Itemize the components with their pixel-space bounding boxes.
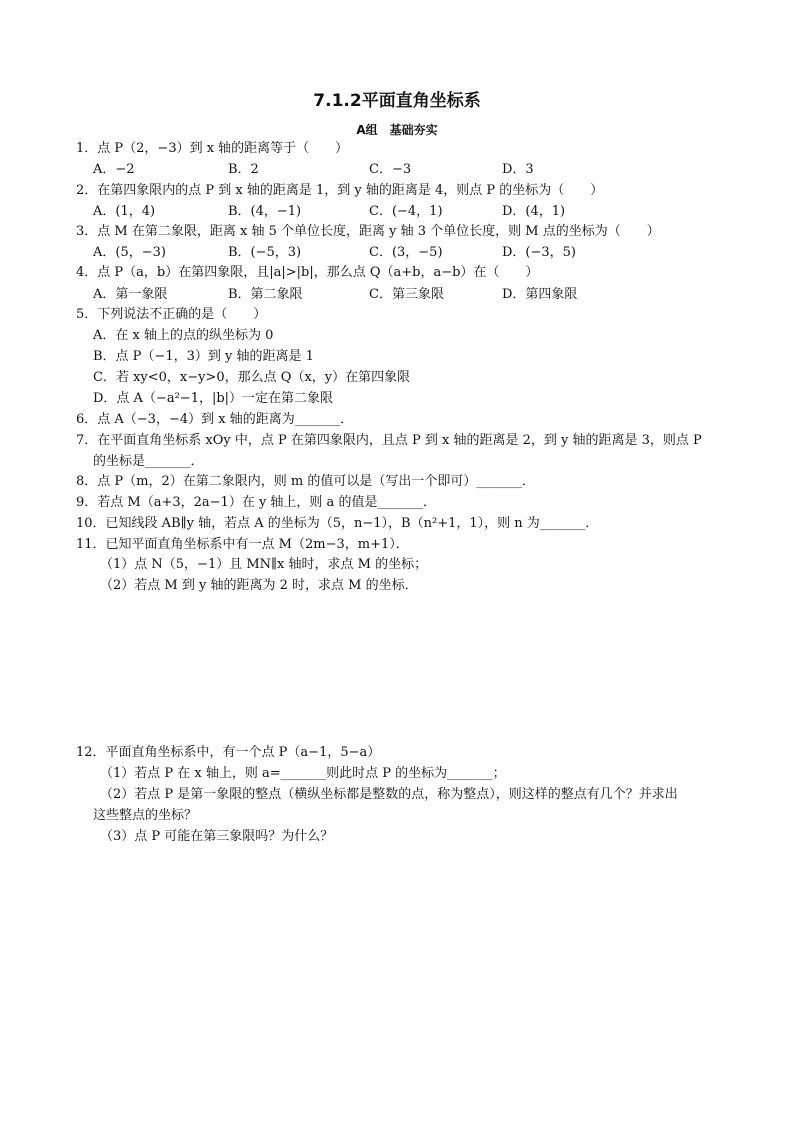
q12-part-2-continuation: 这些整点的坐标？ (93, 808, 198, 823)
q11-part-1: （1）点 N（5，−1）且 MN∥x 轴时，求点 M 的坐标； (100, 557, 428, 572)
q3-option-d: D．(−3，5) (502, 245, 577, 260)
q1-option-a: A．−2 (93, 162, 135, 177)
section-subtitle: A组 基础夯实 (356, 123, 438, 137)
q3-option-a: A．(5，−3) (93, 245, 166, 260)
question-5: 5．下列说法不正确的是（ ） (76, 307, 267, 322)
question-12: 12．平面直角坐标系中，有一个点 P（a−1，5−a） (76, 745, 381, 760)
q2-option-d: D．(4，1) (502, 204, 566, 219)
question-9: 9．若点 M（a+3，2a−1）在 y 轴上，则 a 的值是_______． (76, 495, 436, 510)
q3-option-c: C．(3，−5) (369, 245, 443, 260)
q2-option-a: A．(1，4) (93, 204, 156, 219)
question-7: 7．在平面直角坐标系 xOy 中，点 P 在第四象限内，且点 P 到 x 轴的距离是 2，到 y 轴的距离是 3，则点 P (76, 433, 702, 448)
question-11: 11．已知平面直角坐标系中有一点 M（2m−3，m+1）． (76, 537, 409, 552)
q4-option-a: A．第一象限 (93, 287, 168, 302)
question-7-continuation: 的坐标是_______． (93, 454, 204, 469)
q5-choice-c: C．若 xy<0，x−y>0，那么点 Q（x，y）在第四象限 (93, 370, 411, 385)
q11-part-2: （2）若点 M 到 y 轴的距离为 2 时，求点 M 的坐标． (100, 578, 418, 593)
q4-option-c: C．第三象限 (369, 287, 444, 302)
question-3: 3．点 M 在第二象限，距离 x 轴 5 个单位长度，距离 y 轴 3 个单位长度，则 M 点的坐标为（ ） (76, 224, 660, 239)
q12-part-3: （3）点 P 可能在第三象限吗？为什么？ (100, 829, 334, 844)
question-8: 8．点 P（m，2）在第二象限内，则 m 的值可以是（写出一个即可）_______． (76, 474, 535, 489)
q12-part-2: （2）若点 P 是第一象限的整点（横纵坐标都是整数的点，称为整点），则这样的整点有几个？并求出 (100, 787, 678, 802)
q2-option-b: B．(4，−1) (228, 204, 302, 219)
q1-option-d: D．3 (502, 162, 534, 177)
q2-option-c: C．(−4，1) (369, 204, 443, 219)
q5-choice-b: B．点 P（−1，3）到 y 轴的距离是 1 (93, 349, 314, 364)
question-2: 2．在第四象限内的点 P 到 x 轴的距离是 1，到 y 轴的距离是 4，则点 P 的坐标为（ ） (76, 183, 604, 198)
q5-choice-a: A．在 x 轴上的点的纵坐标为 0 (93, 328, 274, 343)
question-10: 10．已知线段 AB∥y 轴，若点 A 的坐标为（5，n−1），B（n²+1，1），则 n 为_______． (76, 516, 599, 531)
q4-option-d: D．第四象限 (502, 287, 578, 302)
q1-option-c: C．−3 (369, 162, 412, 177)
q3-option-b: B．(−5，3) (228, 245, 302, 260)
q4-option-b: B．第二象限 (228, 287, 303, 302)
question-1: 1．点 P（2，−3）到 x 轴的距离等于（ ） (76, 141, 349, 156)
page-title: 7.1.2平面直角坐标系 (313, 91, 481, 111)
question-6: 6．点 A（−3，−4）到 x 轴的距离为_______． (76, 412, 354, 427)
q1-option-b: B．2 (228, 162, 259, 177)
q5-choice-d: D．点 A（−a²−1，|b|）一定在第二象限 (93, 391, 334, 406)
question-4: 4．点 P（a，b）在第四象限，且|a|>|b|，那么点 Q（a+b，a−b）在（ ） (76, 265, 539, 280)
q12-part-1: （1）若点 P 在 x 轴上，则 a=_______则此时点 P 的坐标为_______； (100, 766, 506, 781)
